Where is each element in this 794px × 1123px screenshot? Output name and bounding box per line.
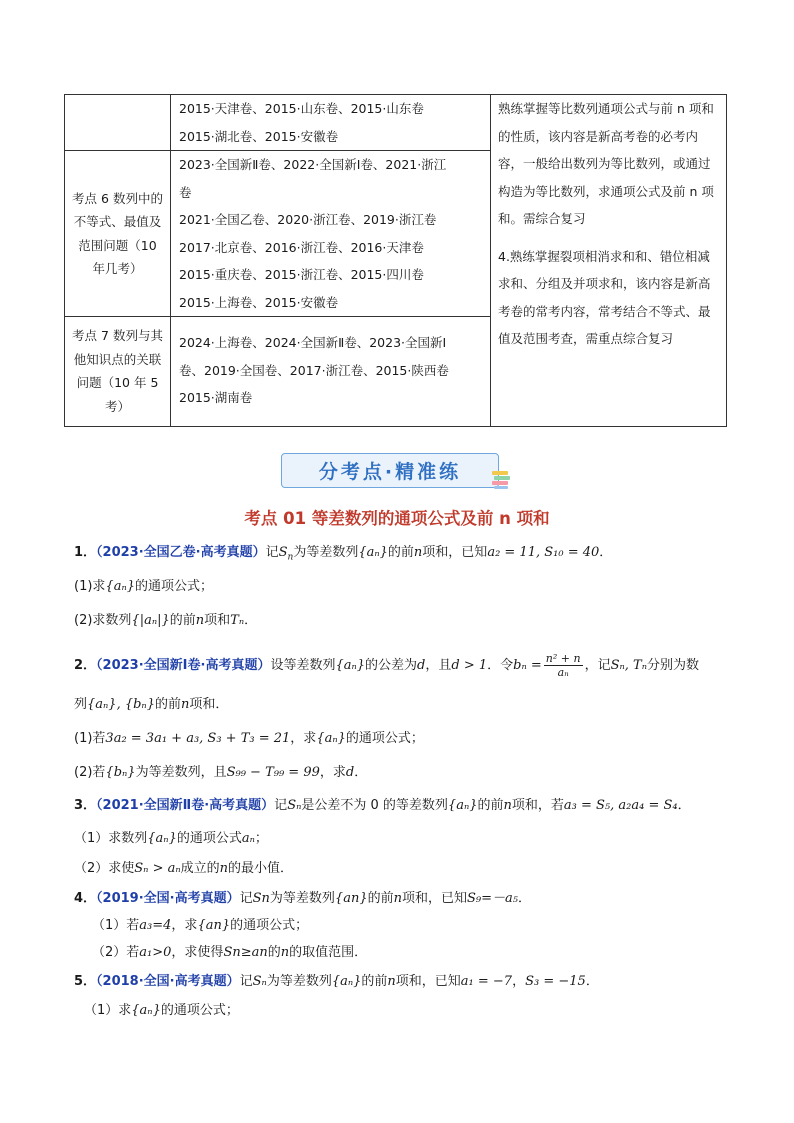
problem-text: 记	[239, 974, 253, 989]
problem-text: 的前	[387, 545, 414, 560]
math-symbol: n	[195, 613, 205, 628]
problem-2-part-1	[74, 729, 734, 749]
problem-text: 成立的	[180, 861, 220, 876]
problem-text: （2）若	[92, 945, 140, 960]
problem-3-stem	[74, 796, 734, 816]
problem-source: （2018·全国·高考真题）	[96, 974, 240, 989]
problem-text: 的前	[169, 613, 196, 628]
problem-2-stem-cont	[74, 695, 734, 715]
kaodian-cell	[65, 95, 171, 151]
source-line: 2015·湖南卷	[179, 390, 253, 405]
problem-text: 是公差不为 0 的等差数列	[301, 798, 448, 813]
source-cell	[171, 95, 491, 151]
problem-3-part-2	[74, 859, 734, 879]
math-symbol: {aₙ}	[358, 545, 388, 560]
problem-4-stem	[74, 889, 734, 909]
problem-text: 记	[265, 545, 279, 560]
problem-text: 的最小值．	[228, 861, 294, 876]
fraction	[544, 652, 583, 679]
problem-text: ．	[354, 765, 368, 780]
problem-text: ．	[517, 891, 531, 906]
problem-text: ，求使得	[171, 945, 224, 960]
math-expression: Sₙ > aₙ	[134, 861, 181, 876]
math-symbol: n	[181, 697, 190, 712]
math-symbol: Sₙ	[287, 798, 302, 813]
problem-text: 的通项公式	[176, 831, 242, 846]
math-symbol: {aₙ}, {bₙ}	[87, 697, 155, 712]
problem-text: 的通项公式；	[230, 918, 309, 933]
problem-text: 列	[74, 697, 88, 712]
problem-3-part-1	[74, 829, 734, 849]
math-expression: a₃ = S₅, a₂a₄ = S₄	[563, 798, 678, 813]
problem-text: 的取值范围．	[289, 945, 368, 960]
math-symbol: {aₙ}	[105, 579, 135, 594]
problem-text: ，	[512, 974, 526, 989]
problem-5-stem	[74, 972, 734, 992]
section-banner-text: 分考点·精准练	[318, 461, 462, 483]
math-expression: S₉₉ − T₉₉ = 99	[226, 765, 320, 780]
math-expression: S₉=－a₅	[467, 891, 518, 906]
problem-text: （2）求使	[74, 861, 135, 876]
topic-title: 考点 01 等差数列的通项公式及前 n 项和	[244, 509, 550, 528]
problem-text: 的	[267, 945, 281, 960]
source-cell	[171, 151, 491, 317]
math-expression: a₃=4	[139, 918, 172, 933]
math-symbol: {an}	[334, 891, 368, 906]
source-line: 2021·全国乙卷、2020·浙江卷、2019·浙江卷	[179, 212, 437, 227]
problem-number: 4．	[74, 891, 97, 906]
source-line: 2017·北京卷、2016·浙江卷、2016·天津卷	[179, 239, 424, 255]
math-expression: a₁ = −7	[460, 974, 513, 989]
source-line: 2024·上海卷、2024·全国新Ⅱ卷、2023·全国新Ⅰ	[179, 335, 447, 350]
problem-text: ．	[677, 798, 691, 813]
source-line: 2023·全国新Ⅱ卷、2022·全国新Ⅰ卷、2021·浙江	[179, 157, 447, 172]
problem-text: 项和，已知	[395, 974, 461, 989]
math-symbol: {an}	[197, 918, 231, 933]
math-symbol: aₙ	[241, 831, 255, 846]
math-symbol: n	[387, 974, 396, 989]
math-symbol: n	[413, 545, 423, 560]
problem-text: 项和，若	[511, 798, 564, 813]
advice-paragraph: 4.熟练掌握裂项相消求和和、错位相减求和、分组及并项求和，该内容是新高考卷的常考内容，常考结合不等式、最值及范围考查，需重点综合复习	[498, 248, 711, 346]
problem-text: ．	[244, 613, 258, 628]
math-symbol: {aₙ}	[147, 831, 177, 846]
problem-source: （2023·全国新Ⅰ卷·高考真题）	[96, 658, 271, 673]
math-symbol: Sn	[252, 891, 270, 906]
math-expression: Sn≥an	[223, 945, 268, 960]
source-cell	[171, 317, 491, 427]
fraction-numerator: n² + n	[545, 652, 581, 665]
problem-source: （2023·全国乙卷·高考真题）	[96, 545, 266, 560]
problem-text: ，记	[584, 658, 611, 673]
problem-1-part-2	[74, 611, 734, 631]
math-symbol: {aₙ}	[335, 658, 366, 673]
math-symbol: Sₙ	[252, 974, 267, 989]
problem-text: 记	[274, 798, 288, 813]
math-symbol: S	[278, 545, 288, 560]
math-symbol: {aₙ}	[316, 731, 346, 746]
table-row	[65, 95, 727, 151]
problem-text: ．令	[487, 658, 514, 673]
problem-text: 分别为数	[646, 658, 699, 673]
kaodian-cell	[65, 317, 171, 427]
source-line: 2015·重庆卷、2015·浙江卷、2015·四川卷	[179, 267, 424, 282]
problem-text: 项和．	[189, 697, 229, 712]
problem-source: （2019·全国·高考真题）	[96, 891, 240, 906]
exam-topic-table	[64, 94, 727, 427]
problem-number: 1．	[74, 545, 97, 560]
problem-text: ．	[585, 974, 599, 989]
problem-text: 记	[239, 891, 253, 906]
advice-paragraph: 熟练掌握等比数列通项公式与前 n 项和的性质，该内容是新高考卷的必考内容，一般给出数列为等比数列，或通过构造为等比数列，求通项公式及前 n 项和。需综合复习	[498, 101, 714, 226]
problem-text: 的前	[477, 798, 504, 813]
problem-text: 的通项公式；	[134, 579, 213, 594]
problem-text: ，求	[290, 731, 317, 746]
problem-number: 3．	[74, 798, 97, 813]
source-line: 2015·湖北卷、2015·安徽卷	[179, 128, 339, 144]
problem-text: 设等差数列	[270, 658, 336, 673]
stacked-books-icon	[491, 468, 511, 490]
kaodian-label: 考点 6 数列中的不等式、最值及范围问题（10 年几考）	[72, 190, 163, 276]
source-line: 卷	[179, 184, 192, 200]
kaodian-cell	[65, 151, 171, 317]
problem-text: 的前	[367, 891, 394, 906]
problem-text: ；	[254, 831, 268, 846]
math-expression: d > 1	[451, 658, 488, 673]
problem-text: 的通项公式；	[160, 1003, 239, 1018]
math-symbol: {bₙ}	[105, 765, 136, 780]
kaodian-label: 考点 7 数列与其他知识点的关联问题（10 年 5 考）	[72, 328, 163, 414]
problem-text: （1）求	[84, 1003, 132, 1018]
problem-text: （1）若	[92, 918, 140, 933]
advice-cell	[491, 95, 727, 427]
math-symbol: n	[219, 861, 229, 876]
math-expression: a₂ = 11, S₁₀ = 40	[487, 545, 600, 560]
problem-1-stem: 1．（2023·全国乙卷·高考真题）记$S_n$为等差数列{aₙ}的前n项和，已知a₂ = 11, S₁₀ = 40．	[74, 545, 613, 563]
problem-text: 的前	[154, 697, 181, 712]
fraction-denominator: aₙ	[557, 666, 569, 679]
problem-text: 的前	[361, 974, 388, 989]
problem-text: 项和	[204, 613, 231, 628]
problem-source: （2021·全国新Ⅱ卷·高考真题）	[96, 798, 275, 813]
problem-text: 为等差数列	[293, 545, 359, 560]
problem-text: （1）求数列	[74, 831, 148, 846]
problem-number: 2．	[74, 658, 97, 673]
math-symbol: d	[417, 658, 426, 673]
problem-text: 为等差数列，且	[135, 765, 227, 780]
math-symbol: n	[393, 891, 402, 906]
problem-1-part-1	[74, 577, 734, 597]
problem-text: (2)若	[74, 765, 106, 780]
problem-text: 的公差为	[365, 658, 418, 673]
problem-text: ，求	[171, 918, 198, 933]
problem-text: 为等差数列	[269, 891, 335, 906]
math-symbol: {aₙ}	[447, 798, 478, 813]
math-expression: 3a₂ = 3a₁ + a₃, S₃ + T₃ = 21	[105, 731, 291, 746]
problem-text: 为等差数列	[266, 974, 332, 989]
problem-4-part-2	[92, 943, 752, 963]
problem-2-part-2	[74, 763, 734, 783]
problem-text: ，求	[319, 765, 346, 780]
math-symbol: Tₙ	[230, 613, 245, 628]
source-line: 2015·天津卷、2015·山东卷、2015·山东卷	[179, 101, 424, 116]
problem-text: 项和，已知	[422, 545, 488, 560]
source-line: 卷、2019·全国卷、2017·浙江卷、2015·陕西卷	[179, 362, 449, 378]
problem-text: (2)求数列	[74, 613, 132, 628]
math-symbol: bₙ =	[513, 658, 542, 673]
math-symbol: n	[503, 798, 512, 813]
problem-4-part-1	[92, 916, 752, 936]
problem-text: 项和，已知	[401, 891, 467, 906]
problem-number: 5．	[74, 974, 97, 989]
source-line: 2015·上海卷、2015·安徽卷	[179, 294, 339, 310]
math-symbol: {aₙ}	[131, 1003, 161, 1018]
math-expression: S₃ = −15	[525, 974, 586, 989]
problem-text: (1)求	[74, 579, 106, 594]
problem-text: (1)若	[74, 731, 106, 746]
section-banner	[281, 453, 499, 488]
math-symbol: d	[345, 765, 355, 780]
math-symbol: n	[280, 945, 290, 960]
math-symbol: Sₙ, Tₙ	[610, 658, 647, 673]
problem-2-stem	[74, 652, 734, 679]
problem-text: ，且	[425, 658, 452, 673]
problem-text: 的通项公式；	[345, 731, 424, 746]
math-symbol: {|aₙ|}	[131, 613, 170, 628]
problem-text: ．	[599, 545, 613, 560]
problem-5-part-1	[84, 1001, 744, 1021]
math-expression: a₁>0	[139, 945, 172, 960]
math-symbol: {aₙ}	[331, 974, 362, 989]
